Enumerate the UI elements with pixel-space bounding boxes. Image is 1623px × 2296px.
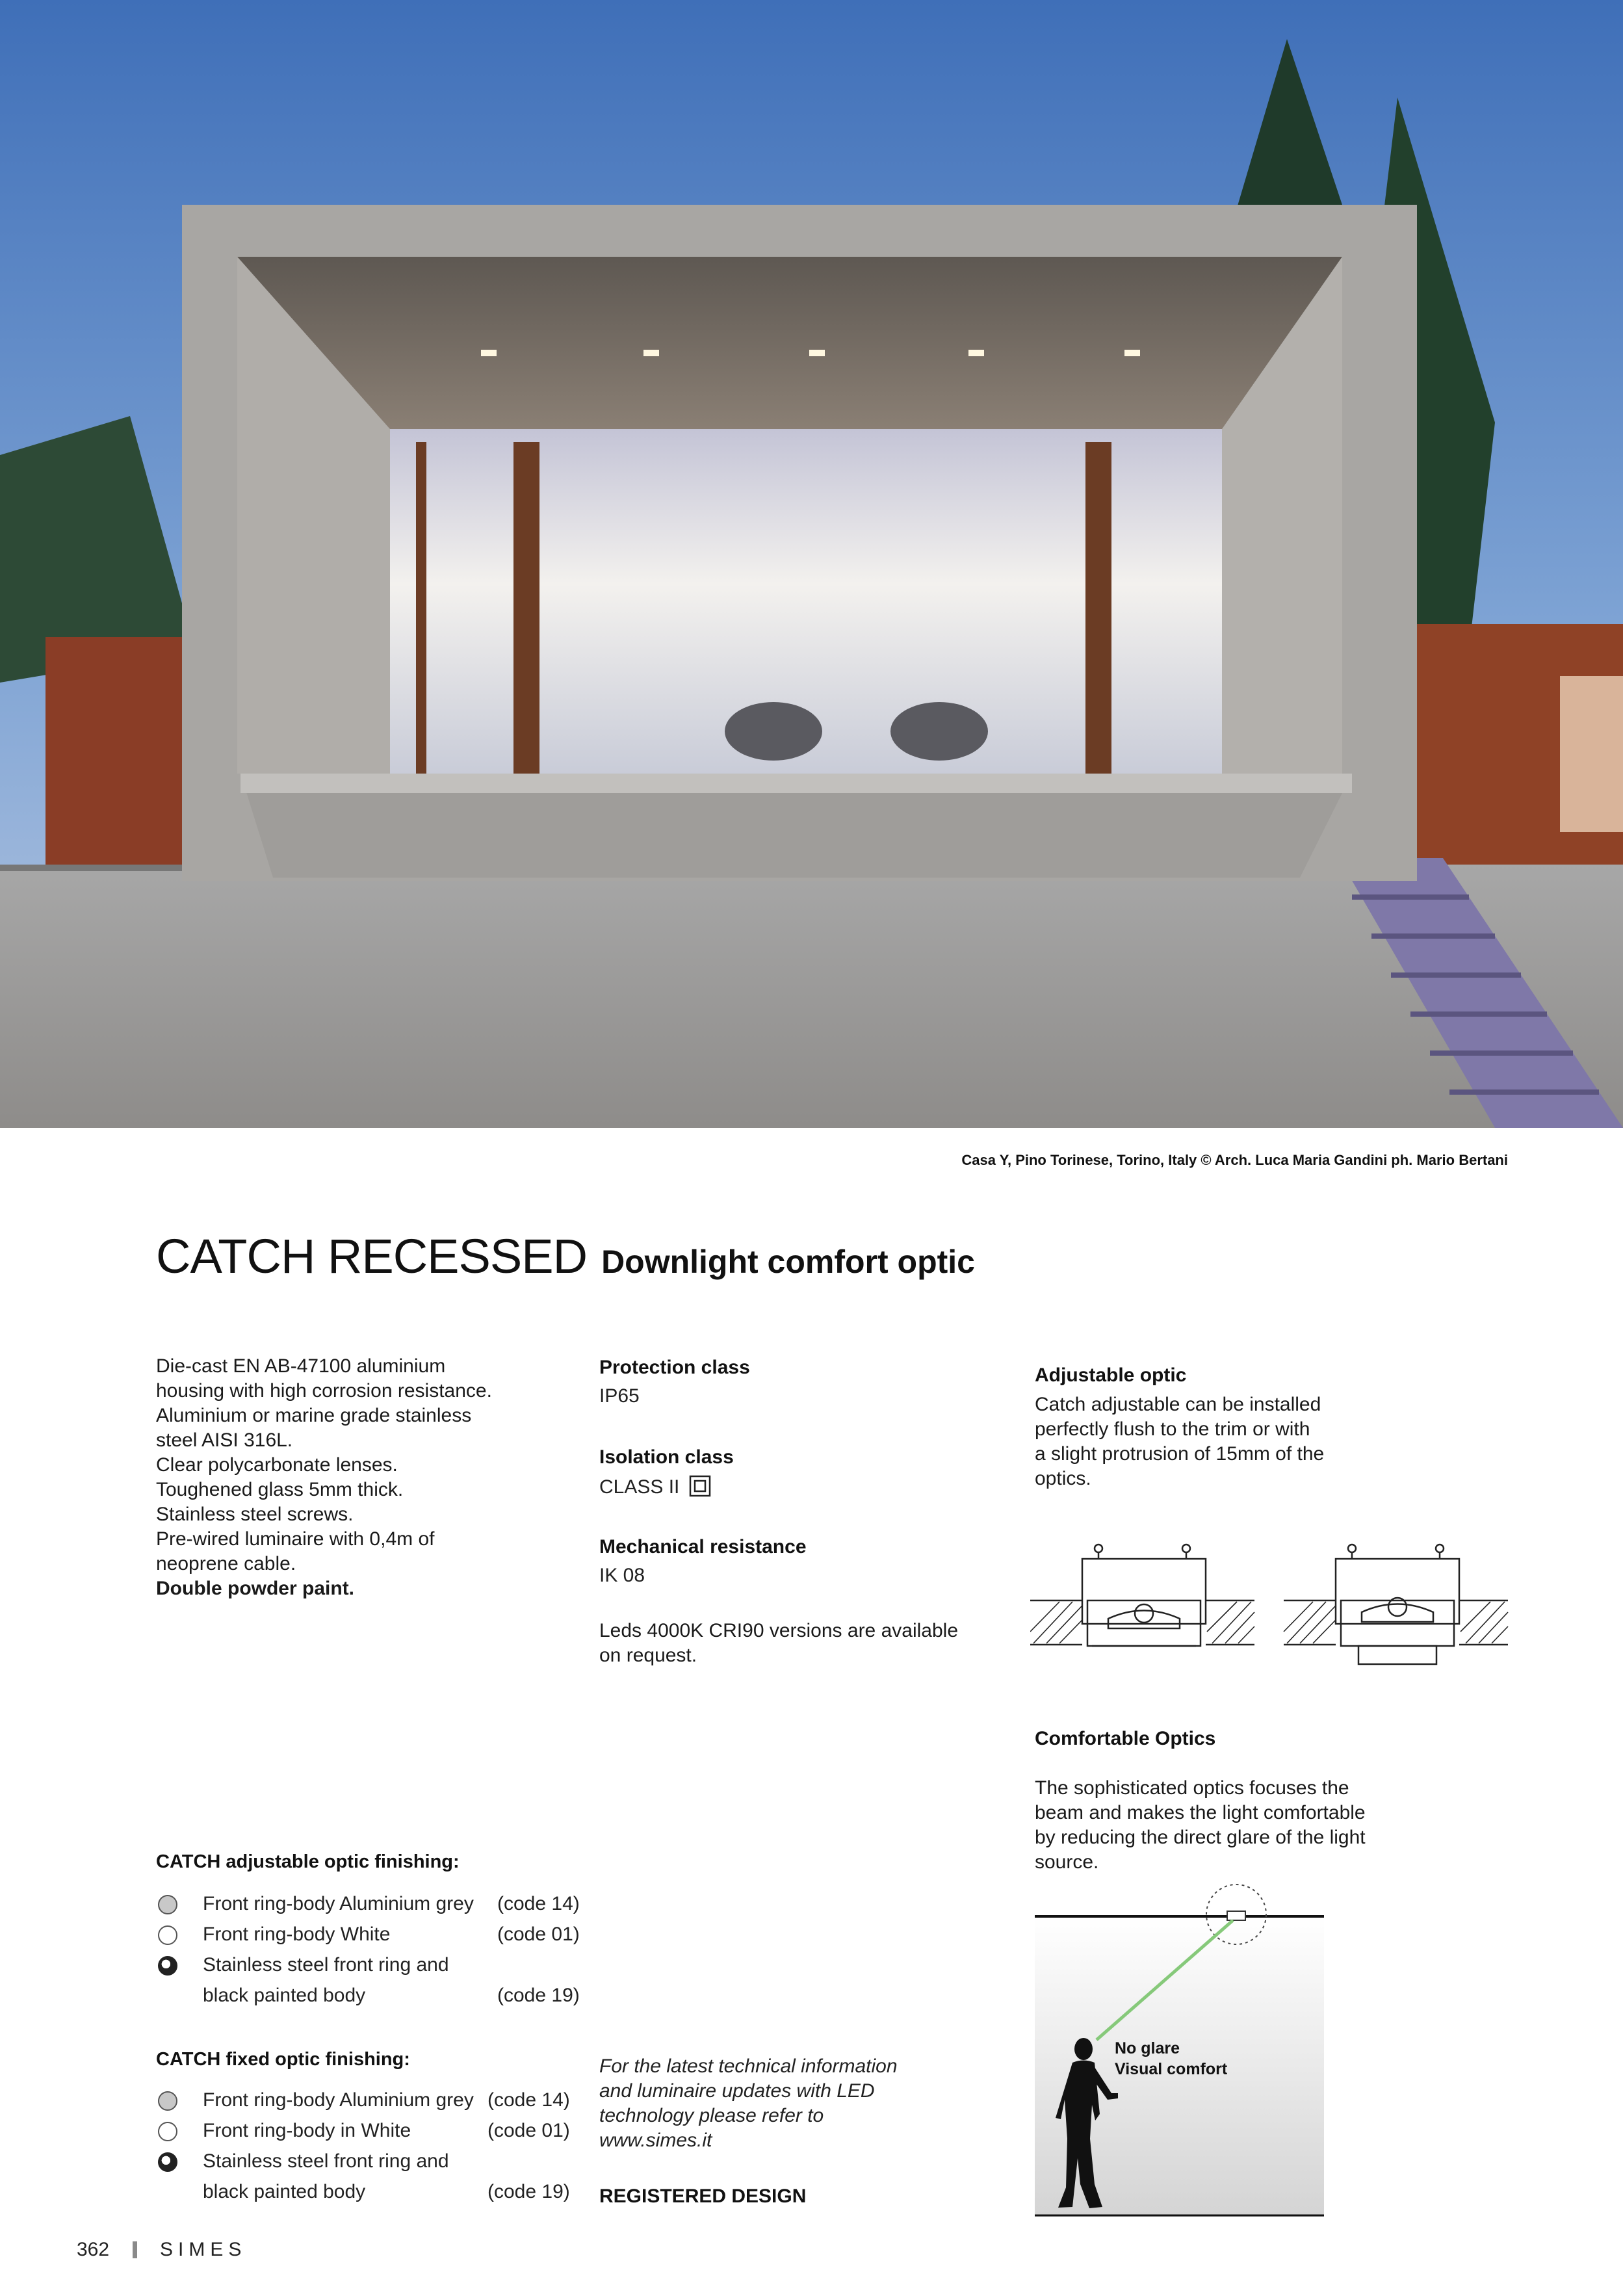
adjustable-line: perfectly flush to the trim or with xyxy=(1035,1418,1310,1440)
finish-code: (code 19) xyxy=(497,1985,580,2006)
mechanical-resistance-label: Mechanical resistance xyxy=(599,1536,807,1558)
finish-option: Front ring-body Aluminium grey xyxy=(203,2089,474,2111)
footer-divider xyxy=(133,2241,137,2258)
finish-option: black painted body xyxy=(203,1985,366,2006)
fixed-finishing-title: CATCH fixed optic finishing: xyxy=(156,2049,410,2070)
technical-info-note xyxy=(599,2054,1002,2153)
finish-code: (code 01) xyxy=(497,1924,580,1945)
leds-note-line: on request. xyxy=(599,1645,697,1666)
info-line: technology please refer to xyxy=(599,2105,824,2126)
finish-option: Front ring-body in White xyxy=(203,2120,411,2141)
description-line: Pre-wired luminaire with 0,4m of xyxy=(156,1528,435,1550)
description-line: Aluminium or marine grade stainless xyxy=(156,1405,472,1426)
adjustable-optic-title: Adjustable optic xyxy=(1035,1364,1187,1386)
registered-design-label: REGISTERED DESIGN xyxy=(599,2185,807,2207)
photo-caption: Casa Y, Pino Torinese, Torino, Italy © Arch. Luca Maria Gandini ph. Mario Bertani xyxy=(961,1152,1508,1168)
finish-option: Stainless steel front ring and xyxy=(203,1954,449,1976)
comfortable-optics-title: Comfortable Optics xyxy=(1035,1728,1216,1749)
comfort-illustration xyxy=(1035,1879,1324,2217)
finish-code: (code 14) xyxy=(497,1893,580,1914)
product-title xyxy=(156,1229,975,1284)
protruding-installation-drawing xyxy=(1284,1545,1508,1664)
adjustable-optic-text xyxy=(1035,1392,1438,1491)
description-line: housing with high corrosion resistance. xyxy=(156,1380,492,1402)
stainless-steel-swatch-icon xyxy=(158,1956,177,1976)
class-two-double-square-icon xyxy=(689,1475,711,1497)
flush-installation-drawing xyxy=(1030,1545,1254,1646)
adjustable-line: optics. xyxy=(1035,1468,1091,1489)
finish-code: (code 14) xyxy=(487,2089,570,2111)
no-glare-label: No glare xyxy=(1115,2039,1180,2057)
finish-code: (code 01) xyxy=(487,2120,570,2141)
finish-option: Stainless steel front ring and xyxy=(203,2150,449,2172)
stainless-steel-swatch-icon xyxy=(158,2152,177,2172)
protection-class-value: IP65 xyxy=(599,1385,640,1407)
mechanical-resistance-value: IK 08 xyxy=(599,1565,645,1586)
hero-photo xyxy=(0,0,1623,1128)
footer-brand: SIMES xyxy=(160,2239,247,2260)
description-line: Toughened glass 5mm thick. xyxy=(156,1479,404,1500)
description-bold-line: Double powder paint. xyxy=(156,1578,354,1599)
isolation-class-label: Isolation class xyxy=(599,1446,734,1468)
description-block xyxy=(156,1354,559,1601)
adjustable-line: Catch adjustable can be installed xyxy=(1035,1394,1321,1415)
house-photo-illustration xyxy=(0,0,1623,1128)
leds-note-line: Leds 4000K CRI90 versions are available xyxy=(599,1620,958,1641)
description-line: neoprene cable. xyxy=(156,1553,296,1574)
product-subtitle: Downlight comfort optic xyxy=(601,1244,975,1280)
finish-option: Front ring-body Aluminium grey xyxy=(203,1893,474,1914)
comfort-line: by reducing the direct glare of the light xyxy=(1035,1827,1366,1848)
comfort-line: beam and makes the light comfortable xyxy=(1035,1802,1366,1823)
finish-option: Front ring-body White xyxy=(203,1924,391,1945)
white-swatch-icon xyxy=(158,2122,177,2141)
finish-option: black painted body xyxy=(203,2181,366,2202)
product-name: CATCH RECESSED xyxy=(156,1229,588,1283)
white-swatch-icon xyxy=(158,1925,177,1945)
comfortable-optics-text xyxy=(1035,1776,1451,1875)
isolation-class-value xyxy=(599,1475,711,1498)
finish-code: (code 19) xyxy=(487,2181,570,2202)
page-number: 362 xyxy=(77,2239,110,2260)
comfort-line: source. xyxy=(1035,1851,1099,1873)
isolation-class-text: CLASS II xyxy=(599,1476,680,1498)
website-link[interactable]: www.simes.it xyxy=(599,2130,712,2151)
protection-class-label: Protection class xyxy=(599,1357,750,1378)
installation-drawings xyxy=(1030,1541,1511,1671)
description-line: steel AISI 316L. xyxy=(156,1429,293,1451)
info-line: For the latest technical information xyxy=(599,2055,898,2077)
adjustable-line: a slight protrusion of 15mm of the xyxy=(1035,1443,1325,1465)
aluminium-grey-swatch-icon xyxy=(158,1895,177,1914)
description-line: Die-cast EN AB-47100 aluminium xyxy=(156,1355,446,1377)
info-line: and luminaire updates with LED xyxy=(599,2080,875,2102)
description-line: Clear polycarbonate lenses. xyxy=(156,1454,398,1476)
comfort-line: The sophisticated optics focuses the xyxy=(1035,1777,1349,1799)
leds-note xyxy=(599,1619,1002,1668)
aluminium-grey-swatch-icon xyxy=(158,2091,177,2111)
adjustable-finishing-title: CATCH adjustable optic finishing: xyxy=(156,1851,460,1872)
visual-comfort-label: Visual comfort xyxy=(1115,2060,1228,2078)
description-line: Stainless steel screws. xyxy=(156,1504,354,1525)
